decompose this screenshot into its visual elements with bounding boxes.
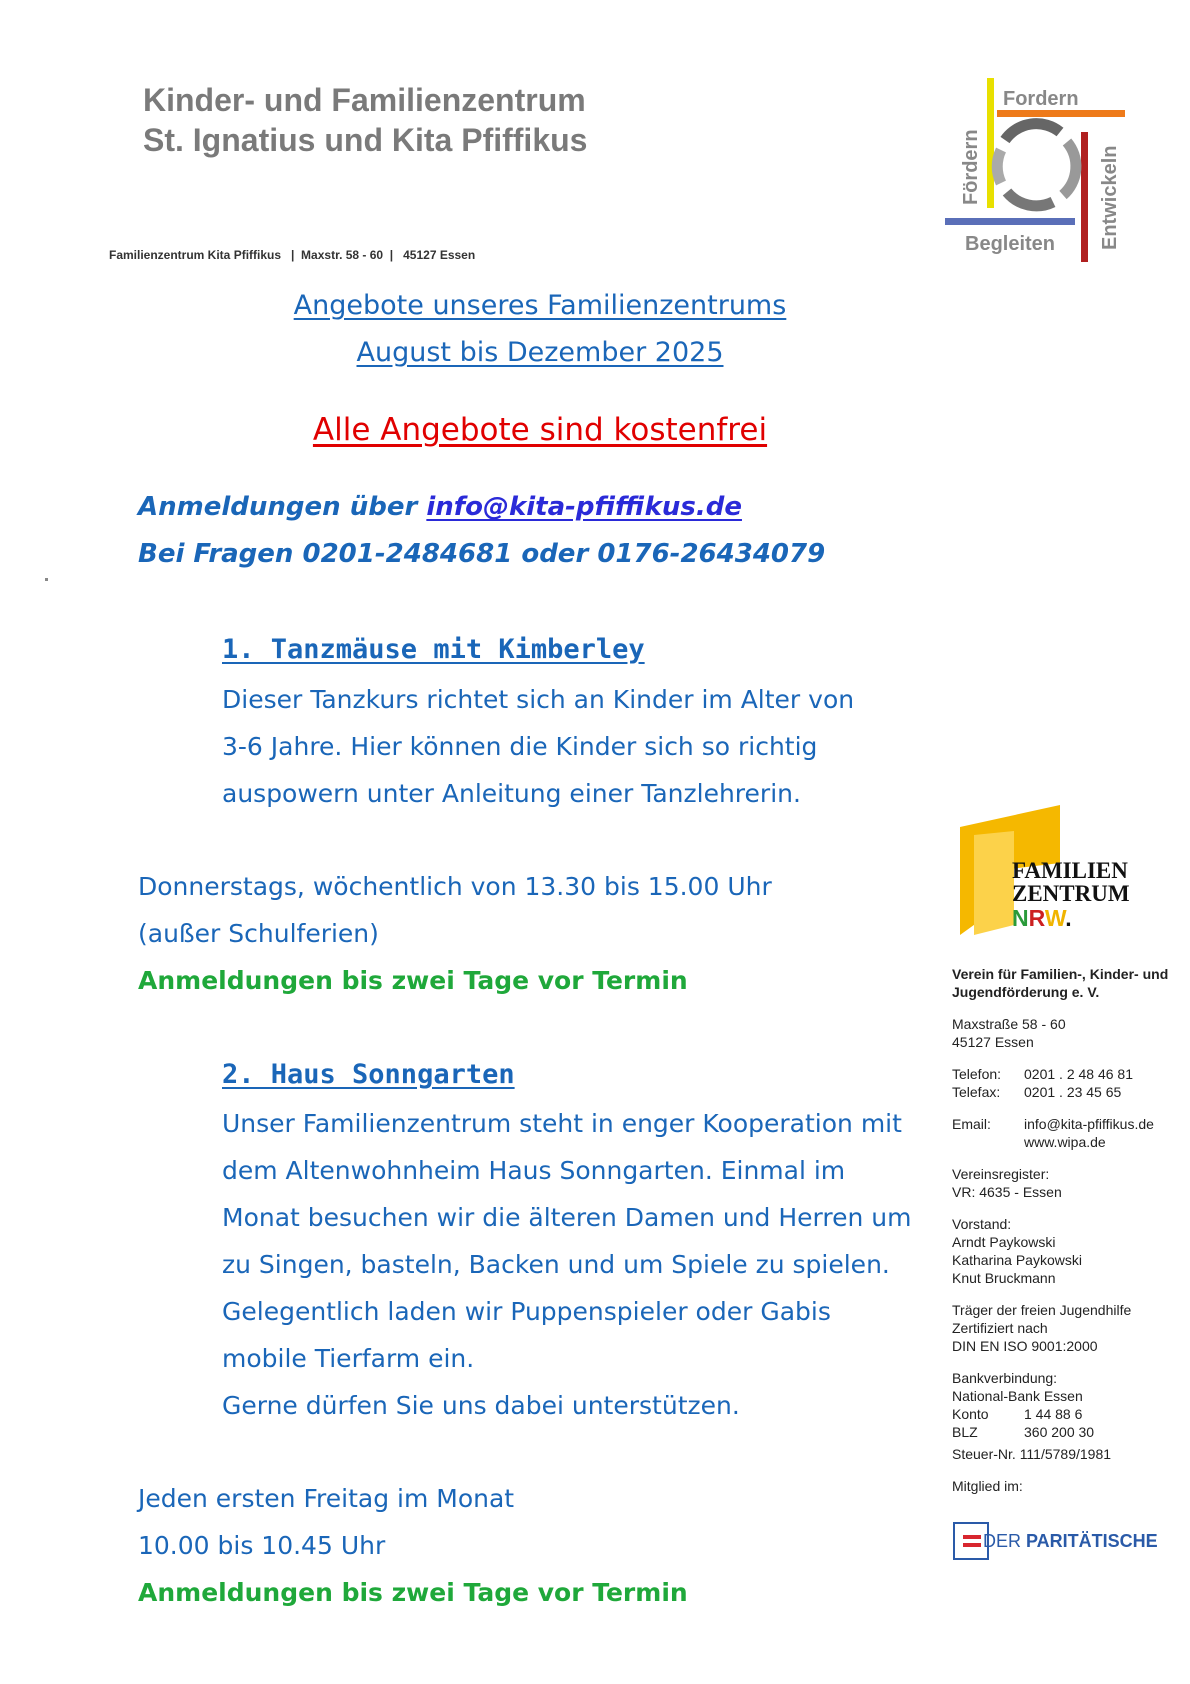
questions-line: Bei Fragen 0201-2484681 oder 0176-26434079 bbox=[138, 539, 826, 569]
fz-logo-nrw: NRW. bbox=[1012, 905, 1072, 931]
offer-2-schedule-line: 10.00 bis 10.45 Uhr bbox=[138, 1531, 386, 1560]
offer-2-line: Unser Familienzentrum steht in enger Kooperation mit bbox=[222, 1109, 902, 1138]
sidebar-org-line2: Jugendförderung e. V. bbox=[952, 984, 1100, 1000]
offer-2-line: mobile Tierfarm ein. bbox=[222, 1344, 475, 1373]
offer-2-registration: Anmeldungen bis zwei Tage vor Termin bbox=[138, 1578, 688, 1607]
logo-blue-bar bbox=[945, 218, 1075, 225]
registration-email-link[interactable]: info@kita-pfiffikus.de bbox=[426, 492, 742, 522]
bank-name: National-Bank Essen bbox=[952, 1388, 1083, 1404]
fordern-foerdern-logo bbox=[935, 70, 1145, 270]
sidebar-city: 45127 Essen bbox=[952, 1034, 1034, 1050]
sidebar-org-line1: Verein für Familien-, Kinder- und bbox=[952, 966, 1169, 982]
offer-1-description bbox=[222, 676, 854, 817]
logo-word-left: Fördern bbox=[960, 129, 982, 205]
registration-prefix: Anmeldungen über bbox=[138, 492, 427, 522]
offer-2-title: 2. Haus Sonngarten bbox=[222, 1059, 515, 1090]
registration-line bbox=[138, 492, 742, 522]
sidebar-phone-group bbox=[952, 1065, 1172, 1101]
subtitle-line2: August bis Dezember 2025 bbox=[356, 337, 724, 368]
blz-label: BLZ bbox=[952, 1424, 978, 1440]
offer-2-line: Monat besuchen wir die älteren Damen und Herren um bbox=[222, 1203, 912, 1232]
board-member: Arndt Paykowski bbox=[952, 1234, 1056, 1250]
page-header-title bbox=[143, 80, 587, 160]
sidebar-web-link[interactable]: www.wipa.de bbox=[1024, 1134, 1106, 1150]
offer-1-schedule bbox=[138, 863, 772, 957]
cert-line3: DIN EN ISO 9001:2000 bbox=[952, 1338, 1098, 1354]
offer-1-line: 3-6 Jahre. Hier können die Kinder sich so richtig bbox=[222, 732, 818, 761]
paritaetische-logo bbox=[953, 1522, 1158, 1560]
free-notice: Alle Angebote sind kostenfrei bbox=[312, 412, 768, 448]
offer-2-schedule-line: Jeden ersten Freitag im Monat bbox=[138, 1484, 515, 1513]
paritaetische-text: DER PARITÄTISCHE bbox=[983, 1530, 1158, 1551]
cert-line1: Träger der freien Jugendhilfe bbox=[952, 1302, 1132, 1318]
offer-2-line: dem Altenwohnheim Haus Sonngarten. Einmal im bbox=[222, 1156, 846, 1185]
phone-value: 0201 . 2 48 46 81 bbox=[1024, 1066, 1133, 1082]
offer-2-line: zu Singen, basteln, Backen und um Spiele zu spielen. bbox=[222, 1250, 890, 1279]
subtitle-line1: Angebote unseres Familienzentrums bbox=[293, 290, 787, 321]
board-member: Katharina Paykowski bbox=[952, 1252, 1082, 1268]
logo-word-right: Entwickeln bbox=[1099, 145, 1121, 250]
offer-1-title: 1. Tanzmäuse mit Kimberley bbox=[222, 634, 645, 665]
sidebar-email-link[interactable]: info@kita-pfiffikus.de bbox=[1024, 1116, 1154, 1132]
logo-word-bottom: Begleiten bbox=[965, 233, 1056, 255]
offer-1-schedule-line: (außer Schulferien) bbox=[138, 919, 379, 948]
konto-value: 1 44 88 6 bbox=[1024, 1406, 1083, 1422]
register-value: VR: 4635 - Essen bbox=[952, 1184, 1062, 1200]
blz-value: 360 200 30 bbox=[1024, 1424, 1095, 1440]
paritaetische-box-icon bbox=[953, 1522, 989, 1560]
sidebar-org bbox=[952, 965, 1172, 1001]
offer-1-line: auspowern unter Anleitung einer Tanzlehrerin. bbox=[222, 779, 801, 808]
sidebar-street: Maxstraße 58 - 60 bbox=[952, 1016, 1066, 1032]
tax-number: Steuer-Nr. 111/5789/1981 bbox=[952, 1446, 1112, 1462]
fax-label: Telefax: bbox=[952, 1084, 1001, 1100]
sidebar-board bbox=[952, 1215, 1172, 1287]
offer-1-line: Dieser Tanzkurs richtet sich an Kinder im Alter von bbox=[222, 685, 855, 714]
header-title-line1: Kinder- und Familienzentrum bbox=[143, 82, 586, 118]
register-label: Vereinsregister: bbox=[952, 1166, 1050, 1182]
offer-1-registration: Anmeldungen bis zwei Tage vor Termin bbox=[138, 966, 688, 995]
board-member: Knut Bruckmann bbox=[952, 1270, 1056, 1286]
offer-2-description bbox=[222, 1100, 912, 1429]
header-title-line2: St. Ignatius und Kita Pfiffikus bbox=[143, 122, 588, 158]
email-label: Email: bbox=[952, 1116, 991, 1132]
familienzentrum-nrw-logo bbox=[952, 805, 1152, 945]
offer-2-line: Gerne dürfen Sie uns dabei unterstützen. bbox=[222, 1391, 740, 1420]
cert-line2: Zertifiziert nach bbox=[952, 1320, 1048, 1336]
fax-value: 0201 . 23 45 65 bbox=[1024, 1084, 1122, 1100]
header-address: Familienzentrum Kita Pfiffikus | Maxstr. 58 - 60 | 45127 Essen bbox=[109, 248, 476, 262]
sidebar-email-group bbox=[952, 1115, 1172, 1151]
logo-red-bar bbox=[1081, 132, 1088, 262]
bank-label: Bankverbindung: bbox=[952, 1370, 1058, 1386]
logo-word-top: Fordern bbox=[1003, 88, 1079, 110]
fz-logo-shape-front bbox=[974, 831, 1014, 935]
konto-label: Konto bbox=[952, 1406, 989, 1422]
sidebar-register bbox=[952, 1165, 1172, 1201]
logo-ring-icon bbox=[997, 124, 1076, 206]
fz-logo-line2: ZENTRUM bbox=[1012, 881, 1130, 906]
member-label: Mitglied im: bbox=[952, 1478, 1023, 1494]
logo-yellow-bar bbox=[987, 78, 994, 208]
fz-logo-line1: FAMILIEN bbox=[1012, 858, 1128, 883]
sidebar-address bbox=[952, 1015, 1172, 1051]
sidebar-certification bbox=[952, 1301, 1172, 1355]
offer-1-schedule-line: Donnerstags, wöchentlich von 13.30 bis 15.00 Uhr bbox=[138, 872, 772, 901]
board-label: Vorstand: bbox=[952, 1216, 1012, 1232]
stray-dot bbox=[45, 578, 48, 581]
offer-2-schedule bbox=[138, 1475, 514, 1569]
logo-orange-bar bbox=[997, 110, 1125, 117]
phone-label: Telefon: bbox=[952, 1066, 1002, 1082]
sidebar-contact bbox=[952, 965, 1172, 1495]
offer-2-line: Gelegentlich laden wir Puppenspieler oder Gabis bbox=[222, 1297, 831, 1326]
sidebar-bank bbox=[952, 1369, 1172, 1463]
